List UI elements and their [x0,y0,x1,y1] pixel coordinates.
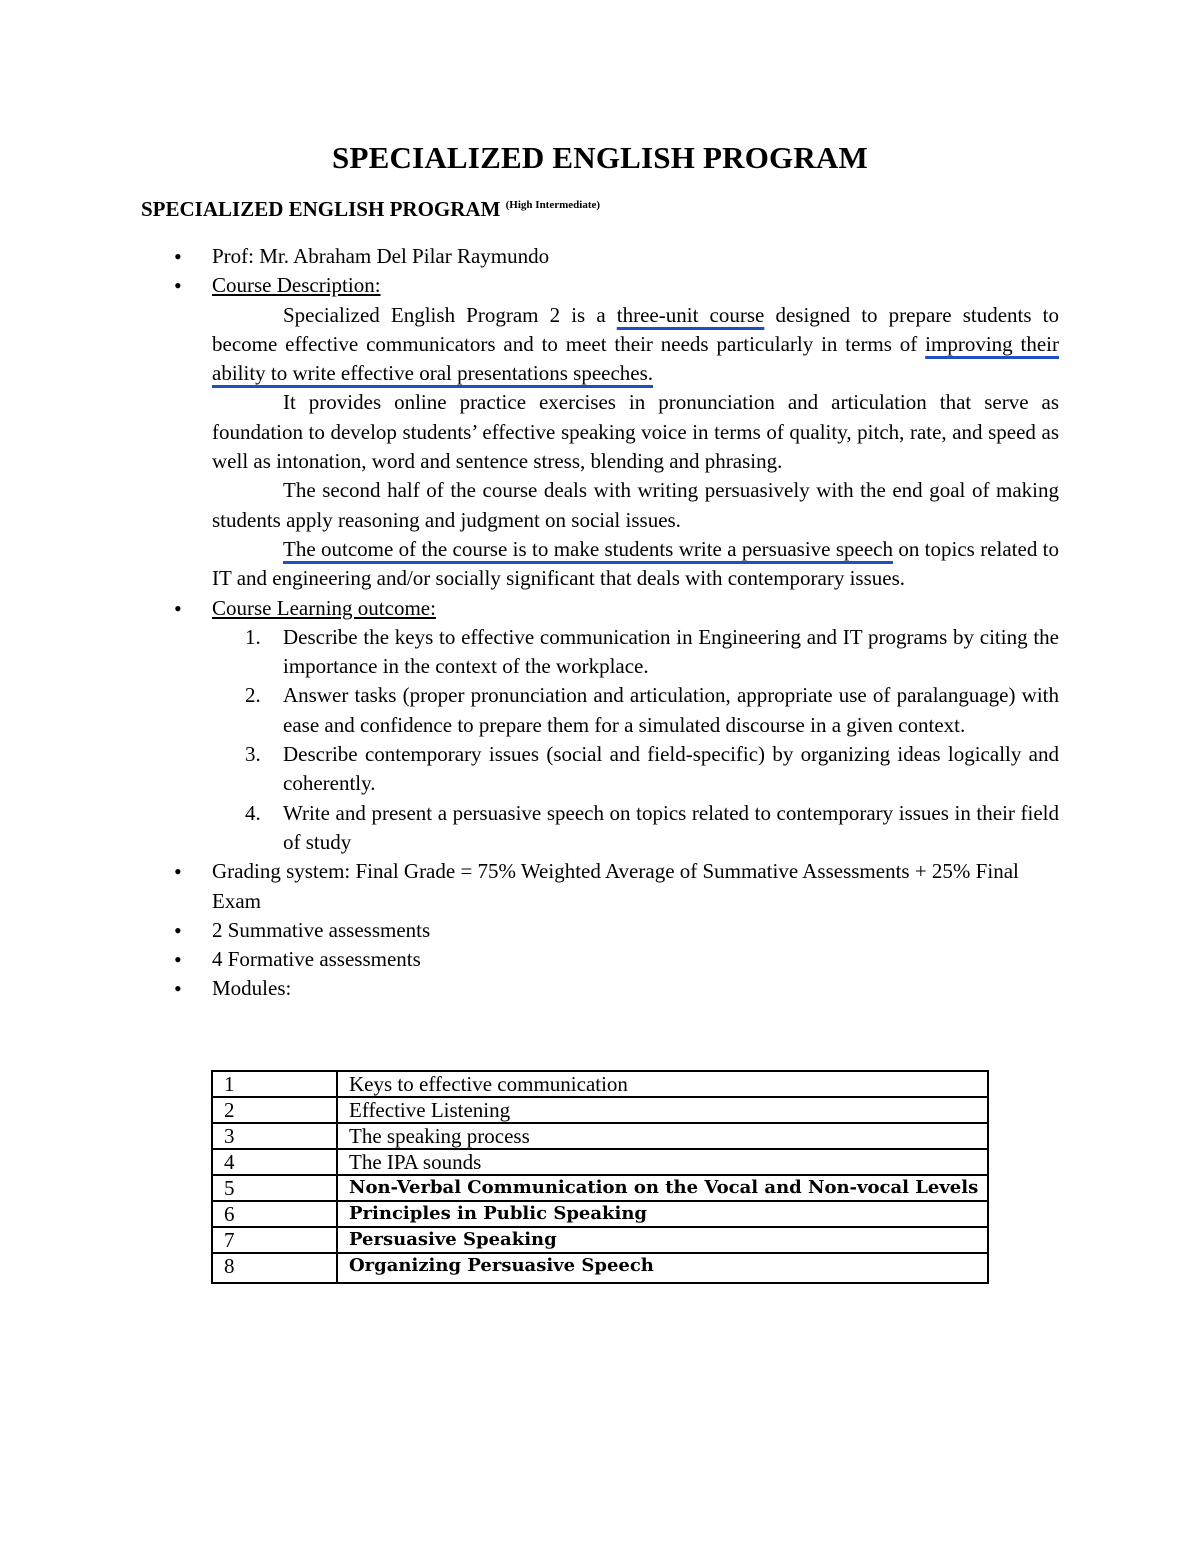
outcome-number: 2. [245,683,261,708]
table-row [212,1253,988,1283]
prof-item: • Prof: Mr. Abraham Del Pilar Raymundo [0,242,1059,271]
module-number: 7 [212,1227,337,1253]
description-text: designed to prepare students to become effective communicators and to meet their needs particularly in terms of [212,302,1059,356]
table-row [212,1175,988,1201]
description-text: Specialized English Program 2 is a [283,302,617,327]
table-row [212,1097,988,1123]
grading-item: • Grading system: Final Grade = 75% Weighted Average of Summative Assessments + 25% Final Exam [0,857,1059,916]
table-row [212,1201,988,1227]
module-title: The speaking process [337,1123,988,1149]
module-number: 8 [212,1253,337,1283]
outcome-text: Describe contemporary issues (social and field-specific) by organizing ideas logically and coherently. [283,742,1059,796]
outcome-number: 4. [245,800,261,825]
table-row [212,1071,988,1097]
outcome-item [245,681,1059,740]
module-title: Persuasive Speaking [337,1227,988,1253]
outcome-number: 3. [245,742,261,767]
table-row [212,1149,988,1175]
outcome-text: Write and present a persuasive speech on topics related to contemporary issues in their field of study [283,800,1059,854]
outcome-item [245,740,1059,799]
module-title: Non-Verbal Communication on the Vocal and Non-vocal Levels [337,1175,988,1201]
outcome-item [245,623,1059,682]
outcome-number: 1. [245,624,261,649]
module-title: Principles in Public Speaking [337,1201,988,1227]
document-body [0,242,1200,1004]
modules-item: • Modules: [0,974,1059,1003]
section-heading-text: SPECIALIZED ENGLISH PROGRAM [141,197,501,221]
document-title: SPECIALIZED ENGLISH PROGRAM [332,140,868,175]
course-description-item [0,271,1059,300]
module-number: 2 [212,1097,337,1123]
description-paragraph-4 [212,535,1059,594]
table-row [212,1123,988,1149]
module-title: The IPA sounds [337,1149,988,1175]
outcome-text: Describe the keys to effective communication in Engineering and IT programs by citing the importance in the context of the workplace. [283,624,1059,679]
description-paragraph-2: It provides online practice exercises in pronunciation and articulation that serve as foundation to develop students’ effective speaking voice in terms of quality, pitch, rate, and speed as well as intonation, word and sentence stress, blending and phrasing. [212,390,1059,474]
summative-item: • 2 Summative assessments [0,916,1059,945]
outcome-list [0,623,1200,857]
outcome-text: Answer tasks (proper pronunciation and articulation, appropriate use of paralanguage) with ease and confidence to prepare them for a simulated discourse in a given context. [283,683,1059,737]
modules-table [211,1070,989,1284]
module-number: 3 [212,1123,337,1149]
annotation-underline-2: improving their ability to write effective oral presentations speeches. [212,331,1059,386]
module-number: 5 [212,1175,337,1201]
annotation-underline-3: The outcome of the course is to make students write a persuasive speech [283,536,893,561]
description-paragraph-3: The second half of the course deals with writing persuasively with the end goal of making students apply reasoning and judgment on social issues. [212,478,1059,532]
description-paragraph-1 [212,301,1059,389]
learning-outcome-item [0,594,1059,623]
module-number: 4 [212,1149,337,1175]
learning-outcome-label: Course Learning outcome: [212,595,436,620]
table-row [212,1227,988,1253]
description-text: on topics related to IT and engineering and/or socially significant that deals with contemporary issues. [212,536,1059,591]
formative-item: • 4 Formative assessments [0,945,1059,974]
annotation-underline-1: three-unit course [616,302,765,327]
module-number: 6 [212,1201,337,1227]
module-title: Effective Listening [337,1097,988,1123]
level-note: (High Intermediate) [505,199,601,211]
module-title: Organizing Persuasive Speech [337,1253,988,1283]
section-heading [141,197,600,222]
course-description-label: Course Description: [212,273,381,298]
module-number: 1 [212,1071,337,1097]
module-title: Keys to effective communication [337,1071,988,1097]
outcome-item [245,799,1059,858]
